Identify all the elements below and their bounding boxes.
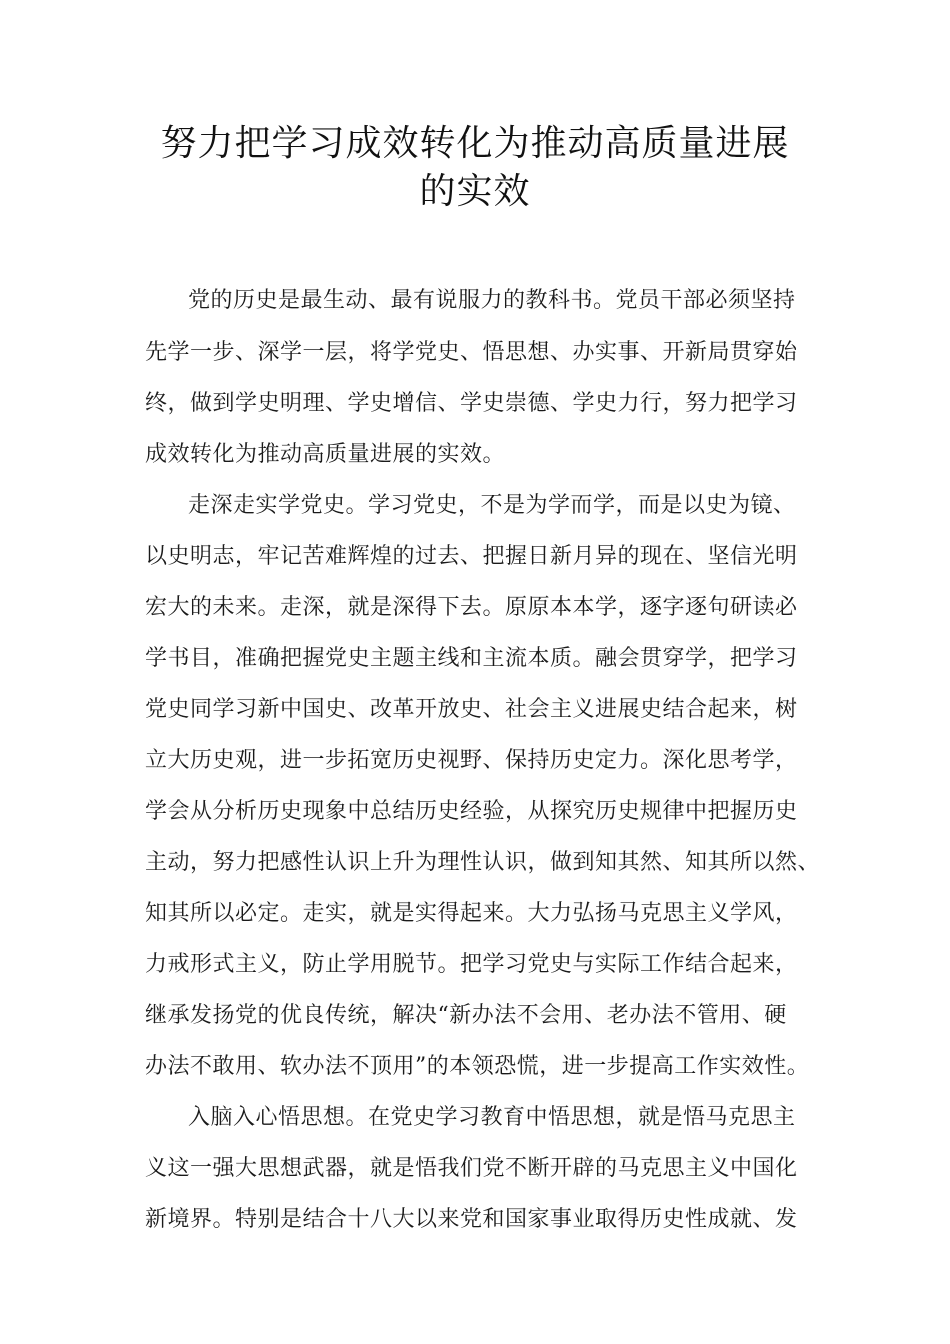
paragraph-2-line-5: 党史同学习新中国史、改革开放史、社会主义进展史结合起来，树 — [145, 697, 798, 722]
paragraph-2-line-9: 知其所以必定。走实，就是实得起来。大力弘扬马克思主义学风， — [145, 901, 798, 926]
paragraph-2-line-4: 学书目，准确把握党史主题主线和主流本质。融会贯穿学，把学习 — [145, 646, 798, 671]
paragraph-3-line-2: 义这一强大思想武器，就是悟我们党不断开辟的马克思主义中国化 — [145, 1156, 798, 1181]
paragraph-3-line-1: 入脑入心悟思想。在党史学习教育中悟思想，就是悟马克思主 — [188, 1105, 796, 1130]
paragraph-2-line-12: 办法不敢用、软办法不顶用”的本领恐慌，进一步提高工作实效性。 — [145, 1054, 810, 1079]
paragraph-3-line-3: 新境界。特别是结合十八大以来党和国家事业取得历史性成就、发 — [145, 1207, 798, 1232]
paragraph-2-line-1: 走深走实学党史。学习党史，不是为学而学，而是以史为镜、 — [188, 493, 796, 518]
title-line-2: 的实效 — [419, 171, 531, 212]
paragraph-2-line-8: 主动，努力把感性认识上升为理性认识，做到知其然、知其所以然、 — [145, 850, 821, 875]
paragraph-1-line-4: 成效转化为推动高质量进展的实效。 — [145, 442, 506, 467]
document-title — [60, 120, 890, 216]
paragraph-2-line-2: 以史明志，牢记苦难辉煌的过去、把握日新月异的现在、坚信光明 — [145, 544, 798, 569]
paragraph-1-line-2: 先学一步、深学一层，将学党史、悟思想、办实事、开新局贯穿始 — [145, 340, 798, 365]
paragraph-2-line-3: 宏大的未来。走深，就是深得下去。原原本本学，逐字逐句研读必 — [145, 595, 798, 620]
paragraph-1-line-3: 终，做到学史明理、学史增信、学史崇德、学史力行，努力把学习 — [145, 391, 798, 416]
paragraph-2-line-6: 立大历史观，进一步拓宽历史视野、保持历史定力。深化思考学， — [145, 748, 798, 773]
title-line-1: 努力把学习成效转化为推动高质量进展 — [160, 123, 790, 164]
paragraph-2-line-11: 继承发扬党的优良传统，解决“新办法不会用、老办法不管用、硬 — [145, 1003, 787, 1028]
paragraph-1-line-1: 党的历史是最生动、最有说服力的教科书。党员干部必须坚持 — [188, 288, 796, 313]
paragraph-2-line-10: 力戒形式主义，防止学用脱节。把学习党史与实际工作结合起来， — [145, 952, 798, 977]
paragraph-2-line-7: 学会从分析历史现象中总结历史经验，从探究历史规律中把握历史 — [145, 799, 798, 824]
